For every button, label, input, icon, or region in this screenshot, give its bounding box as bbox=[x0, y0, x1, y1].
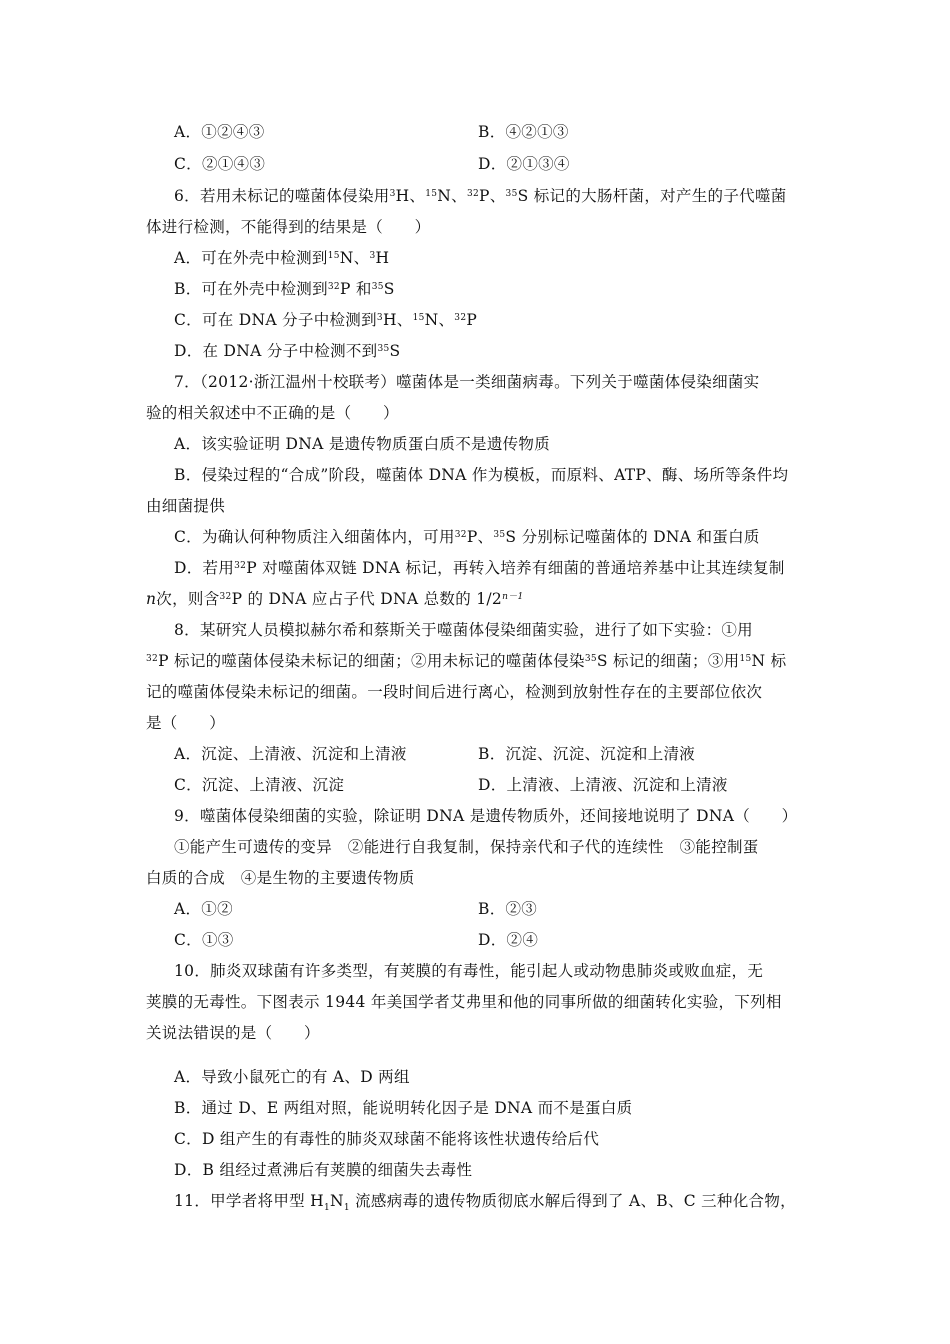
q7-option-d-line2: n次，则含$^{32}$P 的 DNA 应占子代 DNA 总数的 $1/2^{n-1}$ bbox=[146, 590, 524, 608]
q8-option-d: D．上清液、上清液、沉淀和上清液 bbox=[478, 776, 728, 794]
q8-option-b: B．沉淀、沉淀、沉淀和上清液 bbox=[478, 745, 696, 763]
q9-option-a: A．①② bbox=[174, 900, 233, 918]
q10-stem-line3: 关说法错误的是（ ） bbox=[146, 1024, 320, 1042]
q10-option-b: B．通过 D、E 两组对照，能说明转化因子是 DNA 而不是蛋白质 bbox=[174, 1099, 633, 1117]
q7-option-d-line1: D．若用$^{32}$P 对噬菌体双链 DNA 标记，再转入培养有细菌的普通培养基中让其连续复制 bbox=[174, 559, 785, 577]
q5-option-c: C．②①④③ bbox=[174, 155, 266, 173]
q7-option-b-line1: B．侵染过程的“合成”阶段，噬菌体 DNA 作为模板，而原料、ATP、酶、场所等条件均 bbox=[174, 466, 789, 484]
q9-stem-line3: 白质的合成 ④是生物的主要遗传物质 bbox=[146, 869, 415, 887]
q5-option-d: D．②①③④ bbox=[478, 155, 570, 173]
q9-option-b: B．②③ bbox=[478, 900, 538, 918]
q9-stem-line1: 9．噬菌体侵染细菌的实验，除证明 DNA 是遗传物质外，还间接地说明了 DNA（ ） bbox=[174, 807, 798, 825]
q8-stem-line3: 记的噬菌体侵染未标记的细菌。一段时间后进行离心，检测到放射性存在的主要部位依次 bbox=[146, 683, 763, 701]
q10-stem-line2: 荚膜的无毒性。下图表示 1944 年美国学者艾弗里和他的同事所做的细菌转化实验，下列相 bbox=[146, 993, 782, 1011]
q6-option-a: A．可在外壳中检测到$^{15}$N、$^3$H bbox=[174, 249, 390, 267]
q8-option-c: C．沉淀、上清液、沉淀 bbox=[174, 776, 345, 794]
q11-stem-line1: 11．甲学者将甲型 $H_1N_1$ 流感病毒的遗传物质彻底水解后得到了 A、B、C 三种化合物， bbox=[174, 1192, 796, 1214]
q8-stem-line1: 8．某研究人员模拟赫尔希和蔡斯关于噬菌体侵染细菌实验，进行了如下实验：①用 bbox=[174, 621, 753, 639]
q9-stem-line2: ①能产生可遗传的变异 ②能进行自我复制，保持亲代和子代的连续性 ③能控制蛋 bbox=[174, 838, 759, 856]
q10-option-d: D．B 组经过煮沸后有荚膜的细菌失去毒性 bbox=[174, 1161, 473, 1179]
q6-option-c: C．可在 DNA 分子中检测到$^3$H、$^{15}$N、$^{32}$P bbox=[174, 311, 478, 329]
q5-option-b: B．④②①③ bbox=[478, 123, 569, 141]
q6-stem-line1: 6．若用未标记的噬菌体侵染用$^3$H、$^{15}$N、$^{32}$P、$^{35}$S 标记的大肠杆菌，对产生的子代噬菌 bbox=[174, 187, 787, 205]
q6-stem-line2: 体进行检测，不能得到的结果是（ ） bbox=[146, 218, 431, 236]
q10-option-c: C．D 组产生的有毒性的肺炎双球菌不能将该性状遗传给后代 bbox=[174, 1130, 600, 1148]
q9-option-d: D．②④ bbox=[478, 931, 539, 949]
q5-option-a: A．①②④③ bbox=[174, 123, 265, 141]
q10-option-a: A．导致小鼠死亡的有 A、D 两组 bbox=[174, 1068, 410, 1086]
q8-stem-line4: 是（ ） bbox=[146, 714, 226, 732]
q10-stem-line1: 10．肺炎双球菌有许多类型，有荚膜的有毒性，能引起人或动物患肺炎或败血症，无 bbox=[174, 962, 764, 980]
q7-option-a: A．该实验证明 DNA 是遗传物质蛋白质不是遗传物质 bbox=[174, 435, 551, 453]
q8-stem-line2: $^{32}$P 标记的噬菌体侵染未标记的细菌；②用未标记的噬菌体侵染$^{35}$S 标记的细菌；③用$^{15}$N 标 bbox=[146, 652, 787, 670]
q7-stem-line1: 7．（2012·浙江温州十校联考）噬菌体是一类细菌病毒。下列关于噬菌体侵染细菌实 bbox=[174, 373, 760, 391]
q9-option-c: C．①③ bbox=[174, 931, 234, 949]
q7-option-b-line2: 由细菌提供 bbox=[146, 497, 226, 515]
q7-stem-line2: 验的相关叙述中不正确的是（ ） bbox=[146, 404, 399, 422]
q6-option-d: D．在 DNA 分子中检测不到$^{35}$S bbox=[174, 342, 401, 360]
q8-option-a: A．沉淀、上清液、沉淀和上清液 bbox=[174, 745, 407, 763]
q7-option-c: C．为确认何种物质注入细菌体内，可用$^{32}$P、$^{35}$S 分别标记噬菌体的 DNA 和蛋白质 bbox=[174, 528, 760, 546]
q6-option-b: B．可在外壳中检测到$^{32}$P 和$^{35}$S bbox=[174, 280, 395, 298]
